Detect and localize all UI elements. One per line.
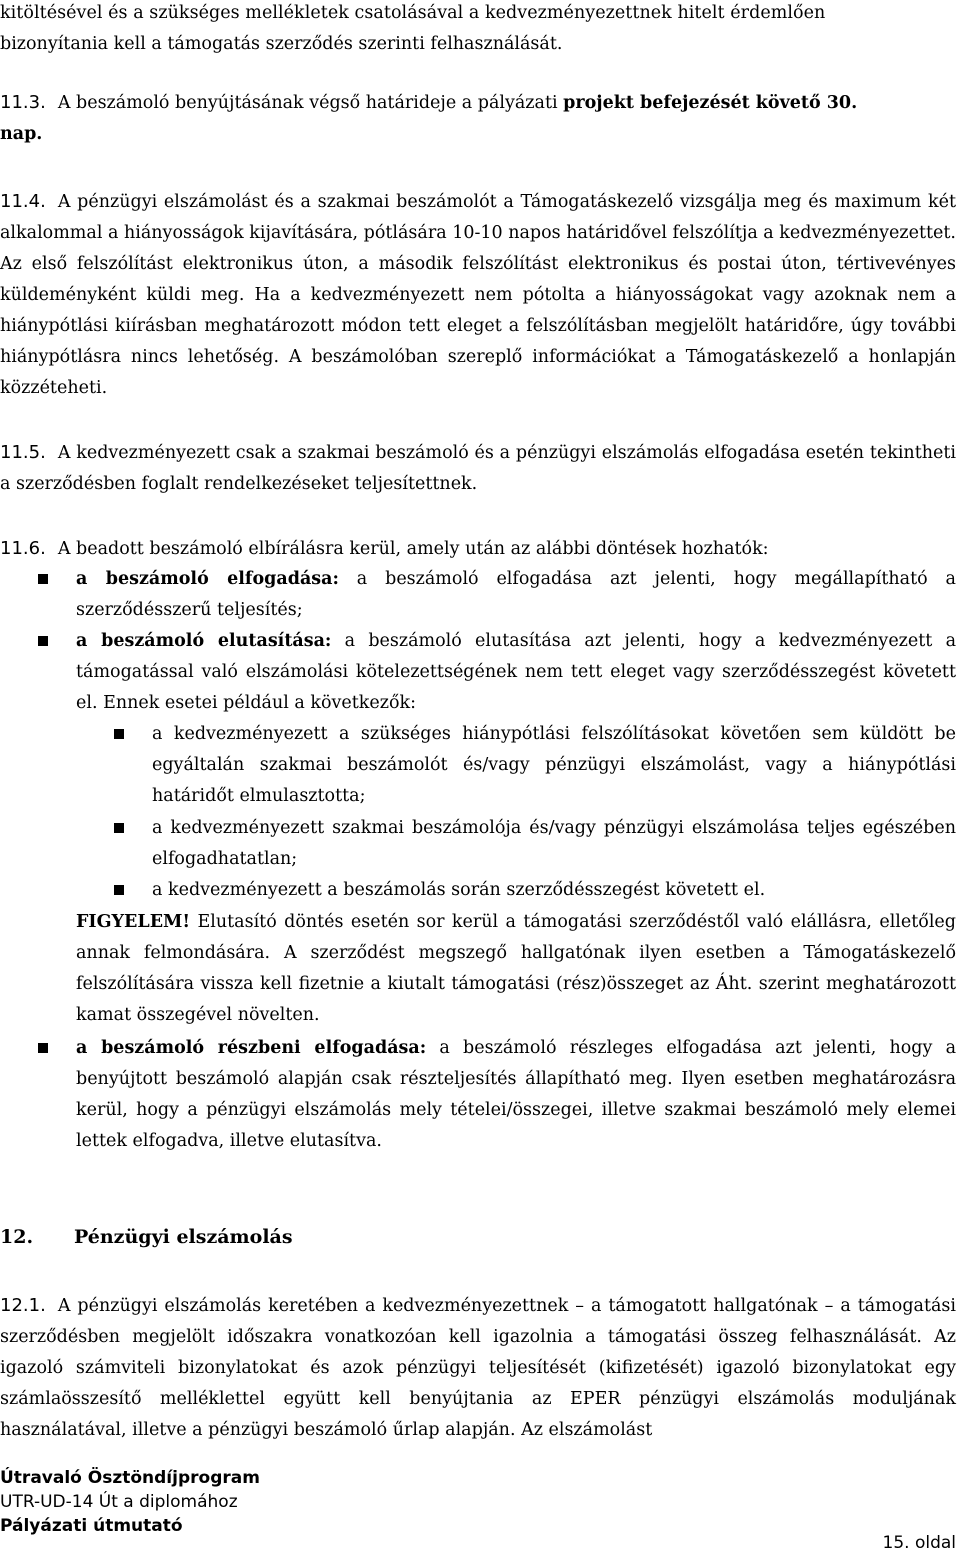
list-item-label: a beszámoló részbeni elfogadása: <box>76 1038 427 1058</box>
warning-label: FIGYELEM! <box>76 912 191 932</box>
section-text: A beadott beszámoló elbírálásra kerül, amely után az alábbi döntések hozhatók: <box>57 539 769 559</box>
section-number: 11.6. <box>0 538 46 559</box>
list-item-label: a beszámoló elfogadása: <box>76 569 339 589</box>
section-text: A pénzügyi elszámolás keretében a kedvezményezettnek – a támogatott hallgatónak – a támogatási szerződésben megjelölt időszakra vonatkozóan kell igazolnia a támogatási összeg felhasználását. Az igazoló számviteli bizonylatokat és azok pénzügyi teljesítését (kifizetését) igazoló bizonylatokat egy számlaösszesítő melléklettel együtt kell benyújtania az EPER pénzügyi elszámolás moduljának használatával, illetve a pénzügyi beszámoló űrlap alapján. Az elszámolást <box>0 1296 956 1440</box>
section-number: 12.1. <box>0 1295 46 1316</box>
warning-text: Elutasító döntés esetén sor kerül a támogatási szerződéstől való elállásra, elletőleg annak felmondására. A szerződést megszegő hallgatónak ilyen esetben a Támogatáskezelő felszólítására vissza kell fizetnie a kiutalt támogatási (rész)összeget az Áht. szerint meghatározott kamat összegével növelten. <box>76 912 956 1025</box>
section-number: 11.5. <box>0 442 46 463</box>
section-text-bold: projekt befejezését követő 30. <box>563 93 858 113</box>
footer-code: UTR-UD-14 Út a diplomához <box>0 1492 238 1512</box>
section-heading-12 <box>0 1222 293 1253</box>
paragraph-continuation <box>0 0 956 60</box>
section-number: 11.4. <box>0 191 46 212</box>
heading-title: Pénzügyi elszámolás <box>74 1226 293 1248</box>
footer <box>0 1466 260 1538</box>
paragraph-line: kitöltésével és a szükséges mellékletek csatolásával a kedvezményezettnek hitelt érdemlően <box>0 3 826 23</box>
list-item-elutasitas <box>76 626 956 719</box>
list-item-reszbeni <box>76 1033 956 1157</box>
list-item-label: a beszámoló elutasítása: <box>76 631 332 651</box>
list-item-elfogadas <box>76 564 956 626</box>
section-11-4 <box>0 186 956 404</box>
sub-list-item: a kedvezményezett szakmai beszámolója és/vagy pénzügyi elszámolása teljes egészében elfogadhatatlan; <box>152 818 956 869</box>
section-text: A beszámoló benyújtásának végső határideje a pályázati <box>57 93 564 113</box>
bullet-icon <box>114 885 124 895</box>
section-12-1 <box>0 1290 956 1446</box>
section-text-bold: nap. <box>0 124 43 144</box>
section-text: A pénzügyi elszámolást és a szakmai beszámolót a Támogatáskezelő vizsgálja meg és maximum két alkalommal a hiányosságok kijavítására, pótlására 10-10 napos határidővel felszólítja a kedvezményezettet. Az első felszólítást elektronikus úton, a második felszólítást elektronikus és postai úton, tértivevényes küldeményként küldi meg. Ha a kedvezményezett nem pótolta a hiányosságokat vagy azoknak nem a hiánypótlási kiírásban meghatározott módon tett eleget a felszólításban megjelölt határidőre, úgy további hiánypótlásra nincs lehetőség. A beszámolóban szereplő információkat a Támogatáskezelő a honlapján közzéteheti. <box>0 192 956 398</box>
paragraph-line: bizonyítania kell a támogatás szerződés szerinti felhasználását. <box>0 34 563 54</box>
list-item-text: a beszámoló részleges elfogadása azt jelenti, hogy a benyújtott beszámoló alapján csak részteljesítés állapítható meg. Ilyen esetben meghatározásra kerül, hogy a pénzügyi elszámolás mely tételei/összegei, illetve szakmai beszámoló mely elemei lettek elfogadva, illetve elutasítva. <box>76 1038 957 1151</box>
section-11-5 <box>0 437 956 500</box>
bullet-icon <box>38 636 48 646</box>
bullet-icon <box>38 574 48 584</box>
section-number: 11.3. <box>0 92 46 113</box>
section-text: A kedvezményezett csak a szakmai beszámoló és a pénzügyi elszámolás elfogadása esetén tekintheti a szerződésben foglalt rendelkezéseket teljesítettnek. <box>0 443 956 494</box>
footer-title: Pályázati útmutató <box>0 1516 183 1536</box>
warning-paragraph <box>76 907 956 1031</box>
bullet-icon <box>114 729 124 739</box>
page-number: 15. oldal <box>882 1533 956 1553</box>
sub-list-item: a kedvezményezett a beszámolás során szerződésszegést követett el. <box>152 880 766 900</box>
list-item-text: a beszámoló elfogadása azt jelenti, hogy megállapítható a szerződésszerű teljesítés; <box>76 569 956 620</box>
bullet-icon <box>114 823 124 833</box>
footer-program: Útravaló Ösztöndíjprogram <box>0 1468 260 1488</box>
sub-list-item: a kedvezményezett a szükséges hiánypótlási felszólításokat követően sem küldött be egyáltalán szakmai beszámolót és/vagy pénzügyi elszámolást, vagy a hiánypótlási határidőt elmulasztotta; <box>152 724 956 806</box>
section-11-6 <box>0 533 956 565</box>
section-11-3 <box>0 87 956 150</box>
heading-number: 12. <box>0 1226 34 1248</box>
list-item-text: a beszámoló elutasítása azt jelenti, hogy a kedvezményezett a támogatással való elszámolási kötelezettségének nem tett eleget vagy szerződésszegést követett el. Ennek esetei például a következők: <box>76 631 956 713</box>
bullet-icon <box>38 1043 48 1053</box>
